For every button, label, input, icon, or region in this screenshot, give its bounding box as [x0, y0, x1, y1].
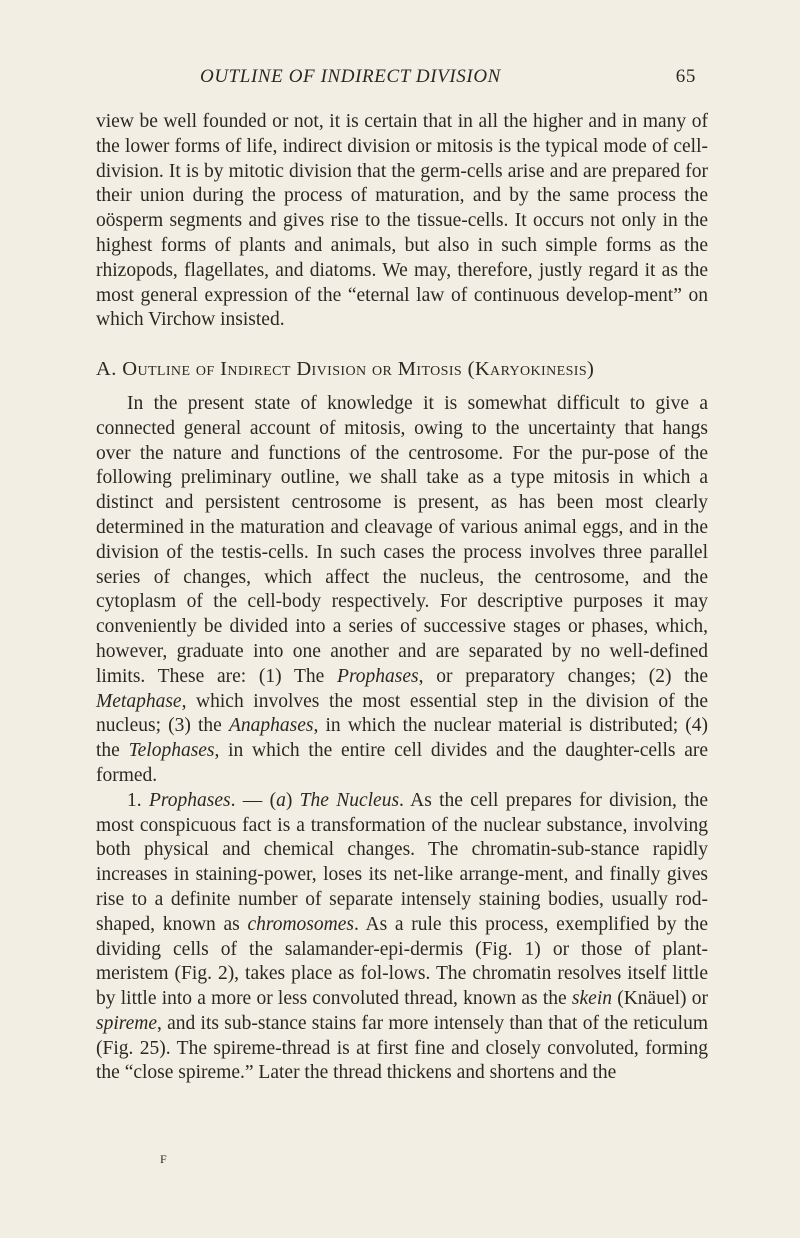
subheading-nucleus: The Nucleus — [299, 789, 400, 811]
page-number: 65 — [675, 66, 696, 87]
signature-mark: F — [160, 1152, 167, 1166]
paragraph-prophases: 1. Prophases. — (a) The Nucleus. As the cell prepares for division, the most conspicuous fact is a transformation of the nuclear substance, involving both physical and chemical changes. The chromatin-sub-stance rapidly increases in staining-power, loses its net-like arrange-ment, and finally gives rise to a definite number of separate intensely staining bodies, usually rod-shaped, known as chromosomes. As a rule this process, exemplified by the dividing cells of the salamander-epi-dermis (Fig. 1) or those of plant-meristem (Fig. 2), takes place as fol-lows. The chromatin resolves itself little by little into a more or less convoluted thread, known as the skein (Knäuel) or spireme, and its sub-stance stains far more intensely than that of the reticulum (Fig. 25). The spireme-thread is at first fine and closely convoluted, forming the “close spireme.” Later the thread thickens and shortens and the — [96, 789, 709, 1084]
term-metaphase: Metaphase — [96, 690, 182, 712]
term-anaphases: Anaphases — [228, 715, 314, 737]
running-title: OUTLINE OF INDIRECT DIVISION — [200, 66, 501, 87]
page-body — [96, 110, 708, 1086]
term-telophases: Telophases — [128, 740, 215, 762]
section-heading: A. Outline of Indirect Division or Mitosis (Karyokinesis) — [96, 358, 595, 381]
term-chromosomes: chromosomes — [247, 913, 354, 935]
paragraph-phases: In the present state of knowledge it is somewhat difficult to give a connected general account of mitosis, owing to the uncertainty that hangs over the nature and functions of the centrosome. For the pur-pose of the following preliminary outline, we shall take as a type mitosis in which a distinct and persistent centrosome is present, as has been most clearly determined in the maturation and cleavage of various animal eggs, and in the division of the testis-cells. In such cases the process involves three parallel series of changes, which affect the nucleus, the centrosome, and the cytoplasm of the cell-body respectively. For descriptive purposes it may conveniently be divided into a series of successive stages or phases, which, however, graduate into one another and are separated by no well-defined limits. These are: (1) The Prophases, or preparatory changes; (2) the Metaphase, which involves the most essential step in the division of the nucleus; (3) the Anaphases, in which the nuclear material is distributed; (4) the Telophases, in which the entire cell divides and the daughter-cells are formed. — [96, 392, 709, 786]
continuation-paragraph: view be well founded or not, it is certain that in all the higher and in many of the lower forms of life, indirect division or mitosis is the typical mode of cell-division. It is by mitotic division that the germ-cells arise and are prepared for their union during the process of maturation, and by the same process the oösperm segments and gives rise to the tissue-cells. It occurs not only in the highest forms of plants and animals, but also in such simple forms as the rhizopods, flagellates, and diatoms. We may, therefore, justly regard it as the most general expression of the “eternal law of continuous develop-ment” on which Virchow insisted. — [96, 111, 708, 331]
term-skein: skein — [571, 988, 612, 1010]
term-prophases: Prophases — [337, 665, 419, 687]
subheading-prophases: Prophases — [148, 789, 231, 811]
term-spireme: spireme — [96, 1012, 158, 1034]
